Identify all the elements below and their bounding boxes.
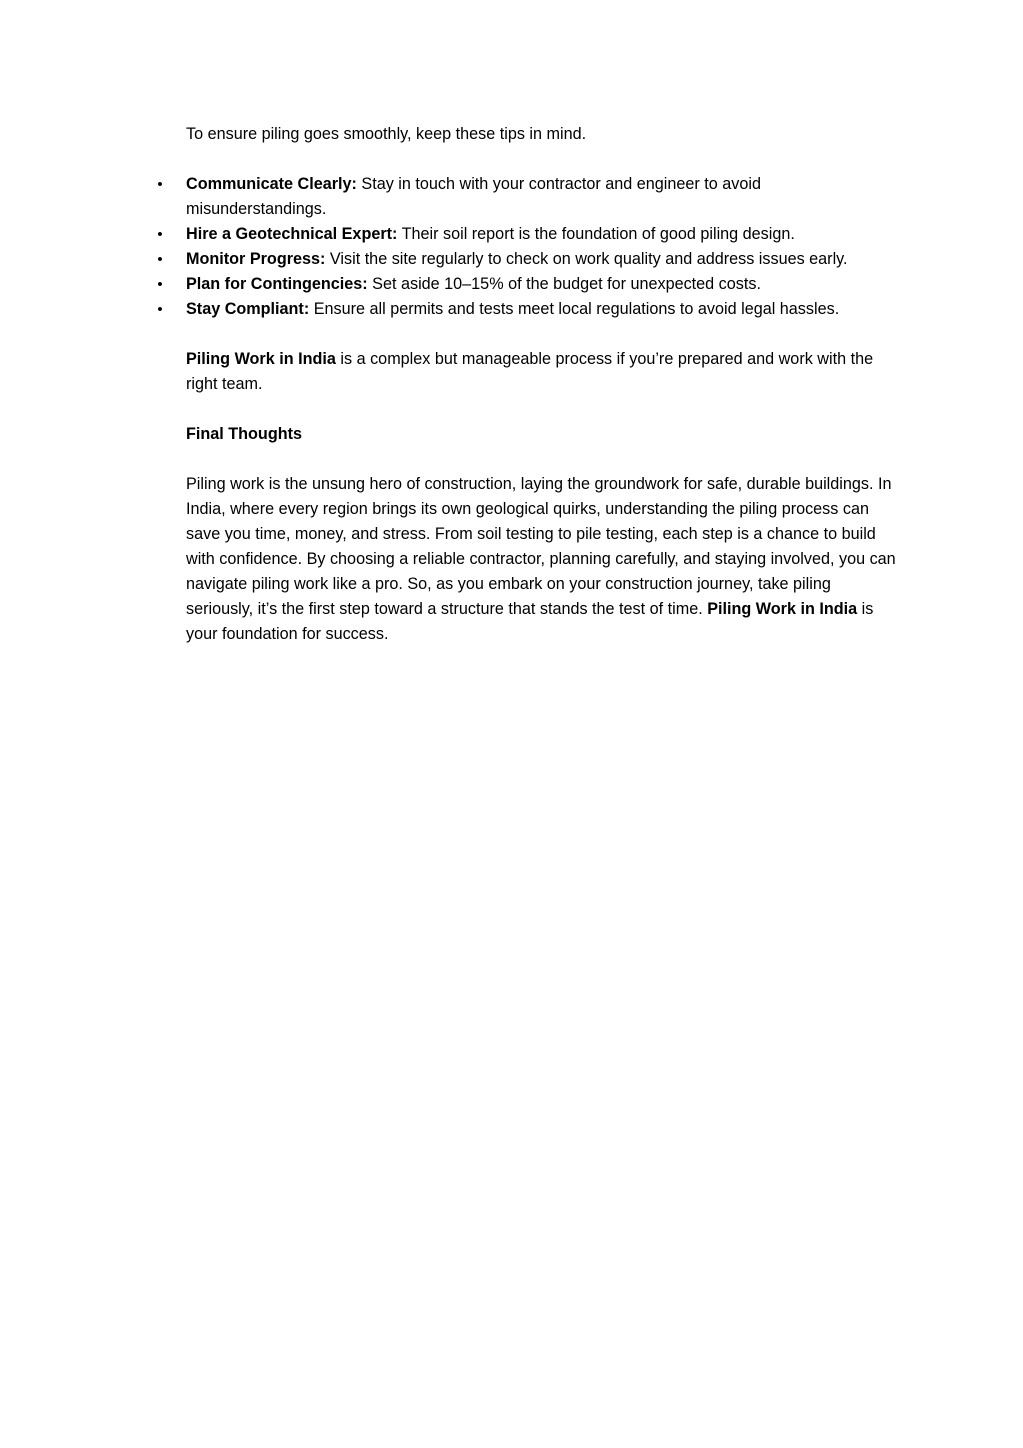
list-item — [157, 172, 896, 222]
final-text: Piling work is the unsung hero of construction, laying the groundwork for safe, durable buildings. In India, where every region brings its own geological quirks, understanding the piling process can save you time, money, and stress. From soil testing to pile testing, each step is a chance to build with confidence. By choosing a reliable contractor, planning carefully, and staying involved, you can navigate piling work like a pro. So, as you embark on your construction journey, take piling seriously, it’s the first step toward a structure that stands the test of time. — [186, 475, 896, 618]
bullet-icon: • — [157, 226, 163, 243]
summary-paragraph — [186, 347, 896, 397]
bullet-icon: • — [157, 251, 163, 268]
bullet-icon: • — [157, 176, 163, 193]
final-bold: Piling Work in India — [707, 600, 858, 618]
list-item — [157, 297, 896, 322]
tip-text: Ensure all permits and tests meet local regulations to avoid legal hassles. — [309, 300, 840, 318]
intro-paragraph: To ensure piling goes smoothly, keep these tips in mind. — [186, 125, 587, 143]
page-content — [157, 122, 896, 647]
summary-bold: Piling Work in India — [186, 350, 336, 368]
tip-label: Communicate Clearly: — [186, 175, 357, 193]
final-paragraph — [186, 472, 896, 647]
tip-text: Stay in touch with your contractor and engineer to avoid misunderstandings. — [186, 175, 761, 218]
final-tail: is your foundation for success. — [186, 600, 874, 643]
bullet-icon: • — [157, 301, 163, 318]
list-item — [157, 272, 896, 297]
final-thoughts-heading: Final Thoughts — [186, 425, 302, 443]
list-item — [157, 247, 896, 272]
list-item — [157, 222, 896, 247]
tip-text: Their soil report is the foundation of good piling design. — [397, 225, 795, 243]
tip-label: Plan for Contingencies: — [186, 275, 368, 293]
tips-list — [157, 172, 896, 322]
bullet-icon: • — [157, 276, 163, 293]
tip-label: Stay Compliant: — [186, 300, 310, 318]
tip-label: Monitor Progress: — [186, 250, 326, 268]
tip-label: Hire a Geotechnical Expert: — [186, 225, 398, 243]
tip-text: Visit the site regularly to check on work quality and address issues early. — [325, 250, 848, 268]
tip-text: Set aside 10–15% of the budget for unexpected costs. — [367, 275, 761, 293]
summary-text: is a complex but manageable process if you’re prepared and work with the right team. — [186, 350, 874, 393]
